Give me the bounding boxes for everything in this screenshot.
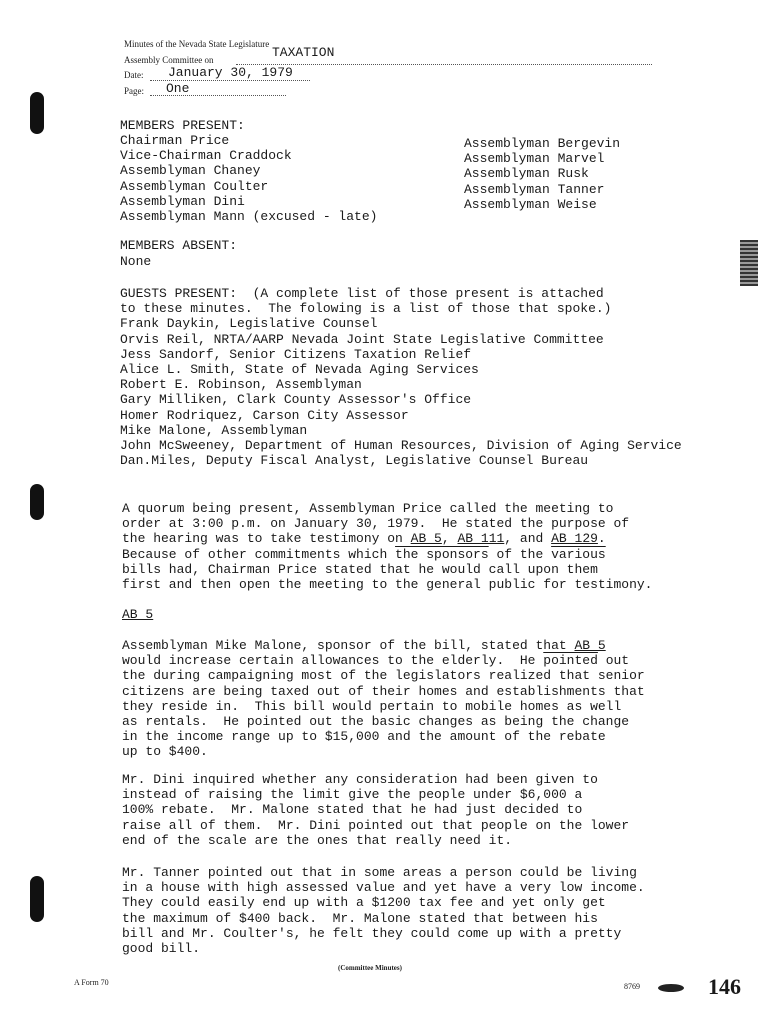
text-line: up to $400.	[122, 744, 208, 760]
text-run: .	[597, 531, 606, 547]
text-run: Assemblyman Mike Malone, sponsor of the bill, stated that	[122, 638, 575, 653]
text-run: , and	[504, 531, 552, 547]
text-line: citizens are being taxed out of their homes and establishments that	[122, 683, 645, 699]
binder-hole-1	[30, 92, 44, 134]
guest-entry: John McSweeney, Department of Human Resources, Division of Aging Service	[120, 438, 682, 454]
guest-entry: Mike Malone, Assemblyman	[120, 422, 308, 438]
text-line: first and then open the meeting to the general public for testimony.	[122, 577, 653, 593]
minutes-label: Minutes of the Nevada State Legislature	[124, 39, 270, 49]
guest-entry: Homer Rodriquez, Carson City Assessor	[120, 407, 409, 423]
member-name: Chairman Price	[120, 133, 230, 148]
member-name: Assemblyman Mann (excused - late)	[120, 209, 378, 225]
member-name: Assemblyman Coulter	[120, 178, 269, 194]
member-name: Assemblyman Rusk	[464, 166, 589, 182]
logo-mark	[658, 984, 684, 992]
scan-artifact	[740, 240, 758, 286]
committee-minutes-label: (Committee Minutes)	[338, 964, 402, 972]
text-line: bills had, Chairman Price stated that he would call upon them	[122, 561, 598, 577]
binder-hole-2	[30, 484, 44, 520]
member-name: Assemblyman Marvel	[464, 151, 605, 167]
guest-entry: Frank Daykin, Legislative Counsel	[120, 316, 378, 332]
overlined-text: the sponsors	[395, 546, 489, 562]
page-label: Page:	[124, 86, 144, 96]
member-name: Assemblyman Dini	[120, 193, 245, 209]
member-name: Vice-Chairman Craddock	[120, 148, 292, 164]
text-run: Because of other commitments which	[122, 546, 396, 562]
text-line: as rentals. He pointed out the basic changes as being the change	[122, 714, 630, 730]
guests-heading-line: to these minutes. The folowing is a list of those that spoke.)	[120, 301, 612, 317]
text-line: in the income range up to $15,000 and the amount of the rebate	[122, 729, 606, 745]
overlined-text: pointed	[543, 653, 598, 669]
text-line: end of the scale are the ones that really need it.	[122, 832, 513, 848]
section-title: AB 5	[122, 607, 154, 622]
text-line: Mr. Dini inquired whether any consideration had been given to	[122, 772, 598, 787]
paragraph-dini	[122, 772, 629, 848]
text-line: order at 3:00 p.m. on January 30, 1979. He stated the purpose of	[122, 516, 630, 532]
text-run: would increase certain allowances to the elderly. He	[122, 653, 544, 669]
text-line: they reside in. This bill would pertain to mobile homes as well	[122, 698, 622, 714]
text-line	[122, 531, 653, 546]
binder-hole-3	[30, 876, 44, 922]
text-line: They could easily end up with a $1200 tax fee and yet only get	[122, 895, 606, 911]
text-line	[122, 547, 653, 562]
text-line: instead of raising the limit give the people under $6,000 a	[122, 787, 583, 803]
members-absent-value: None	[120, 254, 152, 269]
text-line: in a house with high assessed value and yet have a very low income.	[122, 880, 645, 896]
member-name: Assemblyman Chaney	[120, 163, 261, 179]
member-name: Assemblyman Weise	[464, 196, 597, 212]
guest-entry: Orvis Reil, NRTA/AARP Nevada Joint State Legislative Committee	[120, 331, 604, 347]
member-name: Assemblyman Bergevin	[464, 136, 621, 151]
members-present-heading: MEMBERS PRESENT:	[120, 118, 245, 133]
bill-reference: AB 111	[457, 531, 505, 547]
text-line: 100% rebate. Mr. Malone stated that he had just decided to	[122, 802, 583, 818]
text-line: the maximum of $400 back. Mr. Malone stated that between his	[122, 910, 598, 926]
date-value: January 30, 1979	[168, 65, 293, 80]
text-run: out	[597, 653, 630, 669]
text-run: ,	[441, 531, 458, 547]
paragraph-quorum	[122, 501, 653, 592]
overlined-text: various	[551, 546, 606, 562]
form-number: A Form 70	[74, 978, 109, 987]
bill-reference: AB 129	[551, 531, 598, 547]
guest-entry: Robert E. Robinson, Assemblyman	[120, 377, 362, 393]
bill-reference: AB 5	[410, 531, 442, 547]
text-line	[122, 653, 645, 668]
text-line	[122, 638, 645, 653]
text-line: good bill.	[122, 941, 201, 957]
members-absent-heading: MEMBERS ABSENT:	[120, 238, 238, 253]
text-line: Mr. Tanner pointed out that in some areas a person could be living	[122, 865, 637, 880]
paragraph-tanner	[122, 865, 645, 956]
members-left-column	[120, 133, 377, 224]
bill-reference: AB 5	[574, 638, 606, 653]
guests-heading-line: GUESTS PRESENT: (A complete list of those present is attached	[120, 286, 604, 301]
guests-block	[120, 286, 682, 468]
members-right-column	[464, 136, 620, 212]
member-name: Assemblyman Tanner	[464, 181, 605, 197]
text-line: the during campaigning most of the legislators realized that senior	[122, 668, 645, 684]
document-code: 8769	[624, 982, 640, 991]
text-run: the hearing was to take testimony on	[122, 531, 411, 547]
page-value: One	[166, 81, 190, 96]
guest-entry: Jess Sandorf, Senior Citizens Taxation Relief	[120, 346, 472, 362]
text-line: bill and Mr. Coulter's, he felt they could come up with a pretty	[122, 925, 622, 941]
text-line: A quorum being present, Assemblyman Price called the meeting to	[122, 501, 614, 516]
page-number: 146	[708, 974, 741, 999]
guest-entry: Gary Milliken, Clark County Assessor's Office	[120, 392, 472, 408]
paragraph-malone	[122, 638, 645, 760]
guest-entry: Dan.Miles, Deputy Fiscal Analyst, Legislative Counsel Bureau	[120, 453, 589, 469]
committee-value: TAXATION	[272, 45, 335, 60]
text-run: of the	[488, 546, 552, 562]
date-label: Date:	[124, 70, 144, 80]
text-line: raise all of them. Mr. Dini pointed out that people on the lower	[122, 817, 630, 833]
committee-label: Assembly Committee on	[124, 55, 214, 65]
committee-line	[236, 64, 652, 65]
guest-entry: Alice L. Smith, State of Nevada Aging Services	[120, 362, 479, 378]
